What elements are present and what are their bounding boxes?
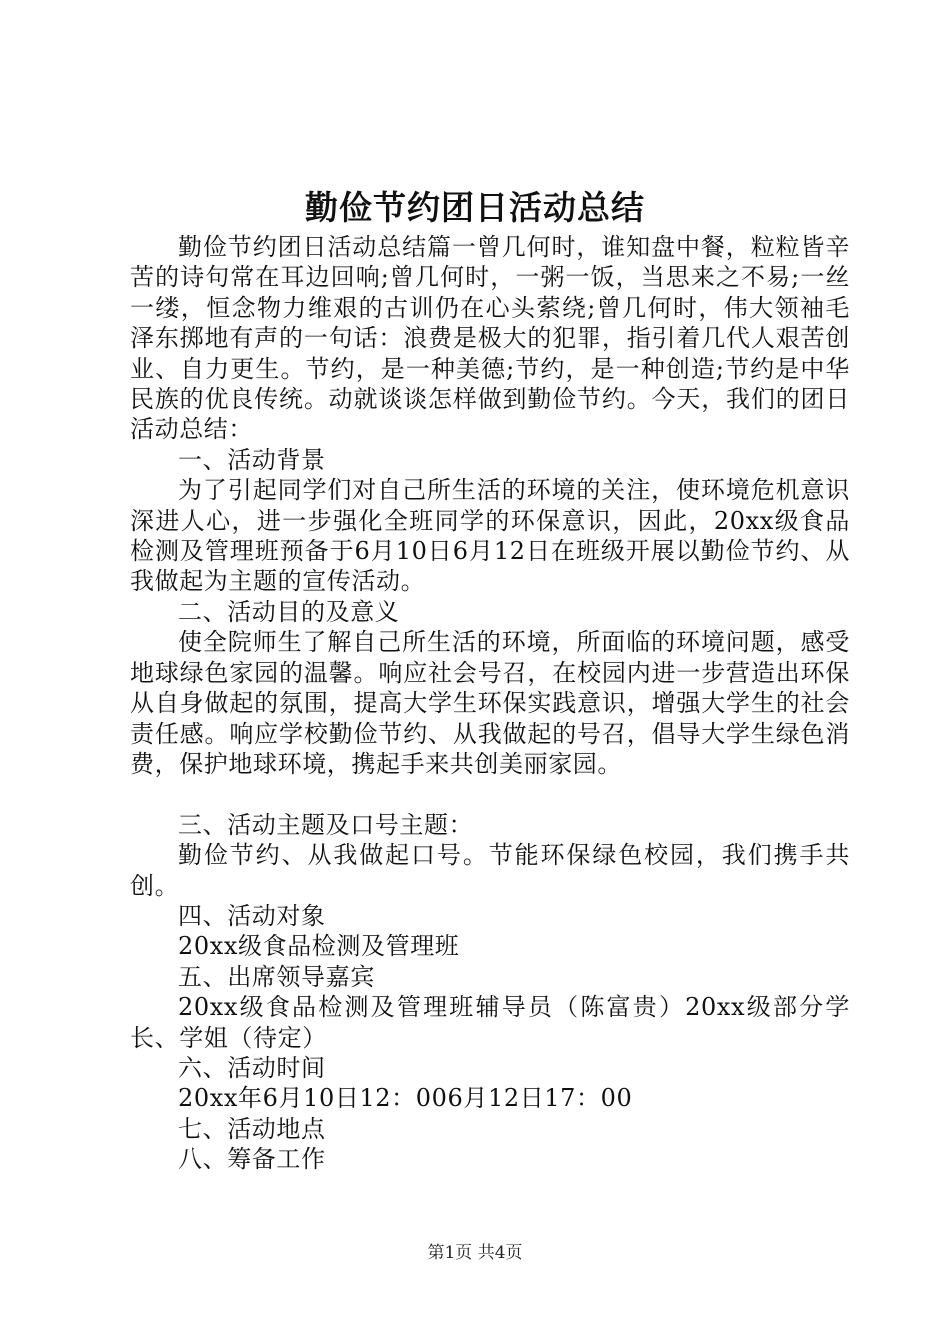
theme-paragraph: 勤俭节约、从我做起口号。节能环保绿色校园，我们携手共创。 (130, 841, 850, 900)
section-heading-location: 七、活动地点 (178, 1114, 326, 1143)
purpose-paragraph: 使全院师生了解自己所生活的环境，所面临的环境问题，感受地球绿色家园的温馨。响应社会号召，在校园内进一步营造出环保从自身做起的氛围，提高大学生环保实践意识，增强大学生的社会责任感。响应学校勤俭节约、从我做起的号召，倡导大学生绿色消费，保护地球环境，携起手来共创美丽家园。 (130, 628, 850, 778)
time-paragraph: 20xx年6月10日12：006月12日17：00 (178, 1084, 633, 1113)
page-footer: 第1页 共4页 (427, 1243, 523, 1263)
section-heading-background: 一、活动背景 (178, 445, 326, 474)
section-heading-time: 六、活动时间 (178, 1053, 326, 1082)
intro-paragraph: 勤俭节约团日活动总结篇一曾几何时，谁知盘中餐，粒粒皆辛苦的诗句常在耳边回响;曾几何时，一粥一饭，当思来之不易;一丝一缕，恒念物力维艰的古训仍在心头萦绕;曾几何时，伟大领袖毛泽东掷地有声的一句话：浪费是极大的犯罪，指引着几代人艰苦创业、自力更生。节约，是一种美德;节约，是一种创造;节约是中华民族的优良传统。动就谈谈怎样做到勤俭节约。今天，我们的团日活动总结： (130, 233, 850, 444)
document-body (130, 232, 850, 1175)
section-heading-audience: 四、活动对象 (178, 901, 326, 930)
section-heading-purpose: 二、活动目的及意义 (178, 597, 400, 626)
blank-line (130, 779, 850, 809)
background-paragraph: 为了引起同学们对自己所生活的环境的关注，使环境危机意识深进人心，进一步强化全班同学的环保意识，因此，20xx级食品检测及管理班预备于6月10日6月12日在班级开展以勤俭节约、从我做起为主题的宣传活动。 (130, 476, 850, 596)
section-heading-guests: 五、出席领导嘉宾 (178, 962, 375, 991)
section-heading-preparation: 八、筹备工作 (178, 1145, 326, 1174)
audience-paragraph: 20xx级食品检测及管理班 (178, 932, 460, 961)
document-title: 勤俭节约团日活动总结 (305, 188, 645, 227)
guests-paragraph: 20xx级食品检测及管理班辅导员（陈富贵）20xx级部分学长、学姐（待定） (130, 993, 850, 1052)
section-heading-theme: 三、活动主题及口号主题： (178, 810, 474, 839)
